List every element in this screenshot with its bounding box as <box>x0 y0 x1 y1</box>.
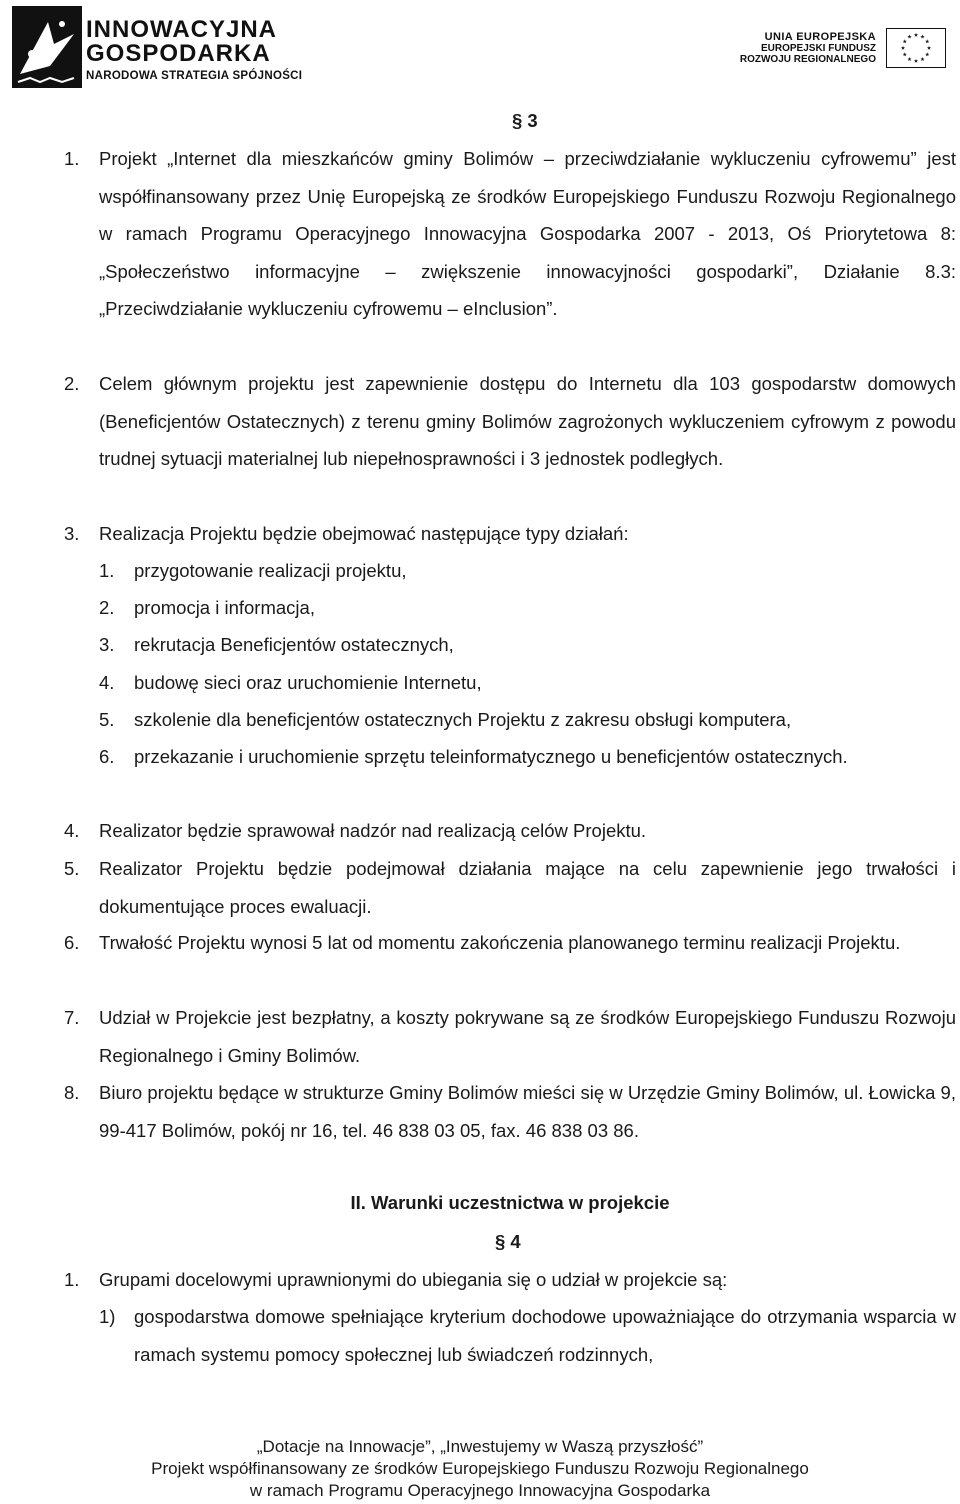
section-4-mark: § 4 <box>495 1231 521 1252</box>
subitem-text: promocja i informacja, <box>134 597 315 618</box>
item-number: 1. <box>64 1269 80 1290</box>
brand-line-2: GOSPODARKA <box>86 40 271 67</box>
item-text: Biuro projektu będące w strukturze Gminy Bolimów mieści się w Urzędzie Gminy Bolimów, ul. Łowicka 9, 99-417 Bolimów, pokój nr 16, tel. 46 838 03 05, fax. 46 838 03 86. <box>99 1082 956 1141</box>
subitem-number: 4. <box>99 672 115 693</box>
item-number: 6. <box>64 932 80 953</box>
eu-line-1: UNIA EUROPEJSKA <box>764 30 876 43</box>
item-text: Grupami docelowymi uprawnionymi do ubiegania się o udział w projekcie są: <box>99 1269 728 1290</box>
subitem-text: przekazanie i uruchomienie sprzętu teleinformatycznego u beneficjentów ostatecznych. <box>134 746 848 767</box>
subitem-text: gospodarstwa domowe spełniające kryterium dochodowe upoważniające do otrzymania wsparcia w ramach systemu pomocy społecznej lub świadczeń rodzinnych, <box>134 1306 956 1365</box>
innovative-economy-logo-icon <box>10 4 90 90</box>
page-header <box>0 0 960 100</box>
subitem-text: szkolenie dla beneficjentów ostatecznych Projektu z zakresu obsługi komputera, <box>134 709 792 730</box>
brand-line-1: INNOWACYJNA <box>86 16 278 43</box>
eu-stars-flag-icon <box>886 28 946 68</box>
subitem-text: przygotowanie realizacji projektu, <box>134 560 407 581</box>
item-number: 4. <box>64 820 80 841</box>
subitem-number: 2. <box>99 597 115 618</box>
item-text: Trwałość Projektu wynosi 5 lat od momentu zakończenia planowanego terminu realizacji Projektu. <box>99 932 901 953</box>
item-text: Realizator Projektu będzie podejmował działania mające na celu zapewnienie jego trwałości i dokumentujące proces ewaluacji. <box>99 858 956 917</box>
brand-line-3: NARODOWA STRATEGIA SPÓJNOŚCI <box>86 70 303 82</box>
item-text: Projekt „Internet dla mieszkańców gminy Bolimów – przeciwdziałanie wykluczeniu cyfrowemu” jest współfinansowany przez Unię Europejską ze środków Europejskiego Funduszu Rozwoju Regionalnego w ramach Programu Operacyjnego Innowacyjna Gospodarka 2007 - 2013, Oś Priorytetowa 8: „Społeczeństwo informacyjne – zwiększenie innowacyjności gospodarki”, Działanie 8.3: „Przeciwdziałanie wykluczeniu cyfrowemu – eInclusion”. <box>99 148 956 319</box>
section-3-mark: § 3 <box>512 110 538 131</box>
item-number: 7. <box>64 1007 80 1028</box>
subitem-text: rekrutacja Beneficjentów ostatecznych, <box>134 634 454 655</box>
page-footer <box>0 1436 960 1502</box>
item-number: 2. <box>64 373 80 394</box>
footer-line-1: „Dotacje na Innowacje”, „Inwestujemy w Waszą przyszłość” <box>256 1437 704 1456</box>
subitem-number: 3. <box>99 634 115 655</box>
subitem-number: 6. <box>99 746 115 767</box>
item-text: Realizacja Projektu będzie obejmować następujące typy działań: <box>99 523 629 544</box>
item-text: Udział w Projekcie jest bezpłatny, a koszty pokrywane są ze środków Europejskiego Funduszu Rozwoju Regionalnego i Gminy Bolimów. <box>99 1007 956 1066</box>
chapter-2-heading: II. Warunki uczestnictwa w projekcie <box>350 1192 670 1213</box>
subitem-number: 5. <box>99 709 115 730</box>
subitem-number: 1) <box>99 1306 116 1327</box>
item-number: 1. <box>64 148 80 169</box>
eu-line-2: EUROPEJSKI FUNDUSZ <box>760 42 876 54</box>
subitem-text: budowę sieci oraz uruchomienie Internetu, <box>134 672 482 693</box>
eu-text <box>740 32 876 65</box>
brand-text <box>86 18 302 82</box>
item-number: 5. <box>64 858 80 879</box>
footer-line-3: w ramach Programu Operacyjnego Innowacyjna Gospodarka <box>249 1481 711 1500</box>
subitem-number: 1. <box>99 560 115 581</box>
eu-logo <box>740 28 946 68</box>
item-text: Realizator będzie sprawował nadzór nad realizacją celów Projektu. <box>99 820 647 841</box>
item-number: 3. <box>64 523 80 544</box>
eu-line-3: ROZWOJU REGIONALNEGO <box>739 53 876 65</box>
item-number: 8. <box>64 1082 80 1103</box>
item-text: Celem głównym projektu jest zapewnienie dostępu do Internetu dla 103 gospodarstw domowych (Beneficjentów Ostatecznych) z terenu gminy Bolimów zagrożonych wykluczeniem cyfrowym z powodu trudnej sytuacji materialnej lub niepełnosprawności i 3 jednostek podległych. <box>99 373 956 469</box>
footer-line-2: Projekt współfinansowany ze środków Europejskiego Funduszu Rozwoju Regionalnego <box>151 1459 809 1478</box>
